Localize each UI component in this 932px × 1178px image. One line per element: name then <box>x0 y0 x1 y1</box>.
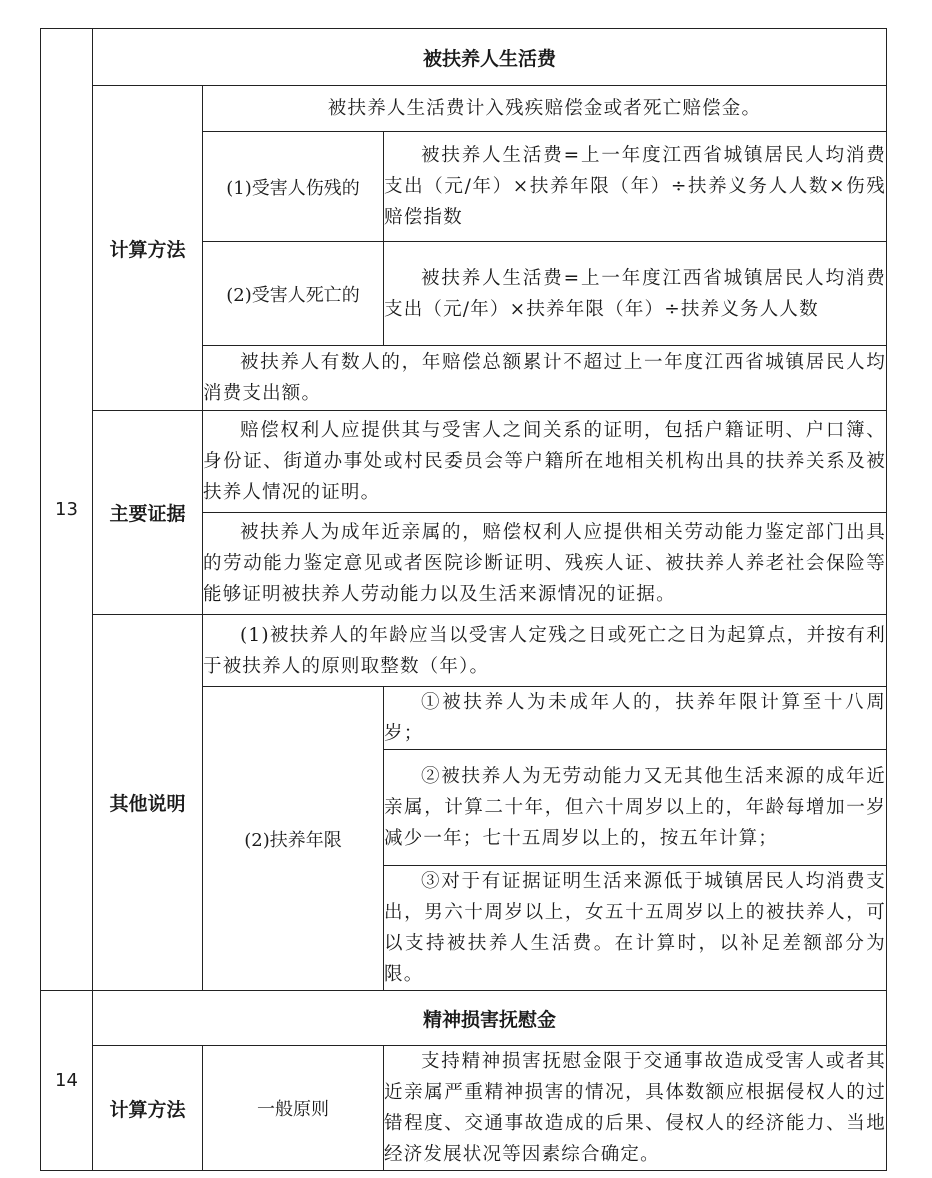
item13-other-s1: ①被扶养人为未成年人的，扶养年限计算至十八周岁； <box>384 687 887 750</box>
compensation-table <box>40 28 887 1171</box>
item13-number: 13 <box>41 29 93 991</box>
item13-case1-text: 被扶养人生活费=上一年度江西省城镇居民人均消费支出（元/年）×扶养年限（年）÷扶养义务人人数×伤残赔偿指数 <box>384 132 887 242</box>
item13-other-label: 其他说明 <box>93 615 203 991</box>
item14-calc-row <box>41 1046 887 1171</box>
item14-heading: 精神损害抚慰金 <box>93 991 887 1046</box>
item14-calc-label: 计算方法 <box>93 1046 203 1171</box>
item13-calc-label: 计算方法 <box>93 86 203 411</box>
item13-case2-text: 被扶养人生活费=上一年度江西省城镇居民人均消费支出（元/年）×扶养年限（年）÷扶养义务人人数 <box>384 242 887 346</box>
item13-other-p1-row <box>41 615 887 687</box>
item13-calc-intro-row <box>41 86 887 132</box>
item14-header-row <box>41 991 887 1046</box>
item13-evidence-p1-row <box>41 411 887 513</box>
item13-calc-intro: 被扶养人生活费计入残疾赔偿金或者死亡赔偿金。 <box>203 86 887 132</box>
item13-heading: 被扶养人生活费 <box>93 29 887 86</box>
item13-calc-note: 被扶养人有数人的，年赔偿总额累计不超过上一年度江西省城镇居民人均消费支出额。 <box>203 346 887 411</box>
item14-calc-text: 支持精神损害抚慰金限于交通事故造成受害人或者其近亲属严重精神损害的情况，具体数额应根据侵权人的过错程度、交通事故造成的后果、侵权人的经济能力、当地经济发展状况等因素综合确定。 <box>384 1046 887 1171</box>
item13-case1-label: (1)受害人伤残的 <box>203 132 384 242</box>
item14-number: 14 <box>41 991 93 1171</box>
item13-other-sub-label: (2)扶养年限 <box>203 687 384 991</box>
item13-other-s2: ②被扶养人为无劳动能力又无其他生活来源的成年近亲属，计算二十年，但六十周岁以上的，年龄每增加一岁减少一年；七十五周岁以上的，按五年计算； <box>384 750 887 866</box>
item13-evidence-p2: 被扶养人为成年近亲属的，赔偿权利人应提供相关劳动能力鉴定部门出具的劳动能力鉴定意见或者医院诊断证明、残疾人证、被扶养人养老社会保险等能够证明被扶养人劳动能力以及生活来源情况的证据。 <box>203 513 887 615</box>
item13-header-row <box>41 29 887 86</box>
item13-evidence-p1: 赔偿权利人应提供其与受害人之间关系的证明，包括户籍证明、户口簿、身份证、街道办事处或村民委员会等户籍所在地相关机构出具的扶养关系及被扶养人情况的证明。 <box>203 411 887 513</box>
item13-other-p1: (1)被扶养人的年龄应当以受害人定残之日或死亡之日为起算点，并按有利于被扶养人的原则取整数（年）。 <box>203 615 887 687</box>
item13-other-s3: ③对于有证据证明生活来源低于城镇居民人均消费支出，男六十周岁以上，女五十五周岁以上的被扶养人，可以支持被扶养人生活费。在计算时，以补足差额部分为限。 <box>384 866 887 991</box>
item13-evidence-label: 主要证据 <box>93 411 203 615</box>
item14-sub-label: 一般原则 <box>203 1046 384 1171</box>
item13-case2-label: (2)受害人死亡的 <box>203 242 384 346</box>
